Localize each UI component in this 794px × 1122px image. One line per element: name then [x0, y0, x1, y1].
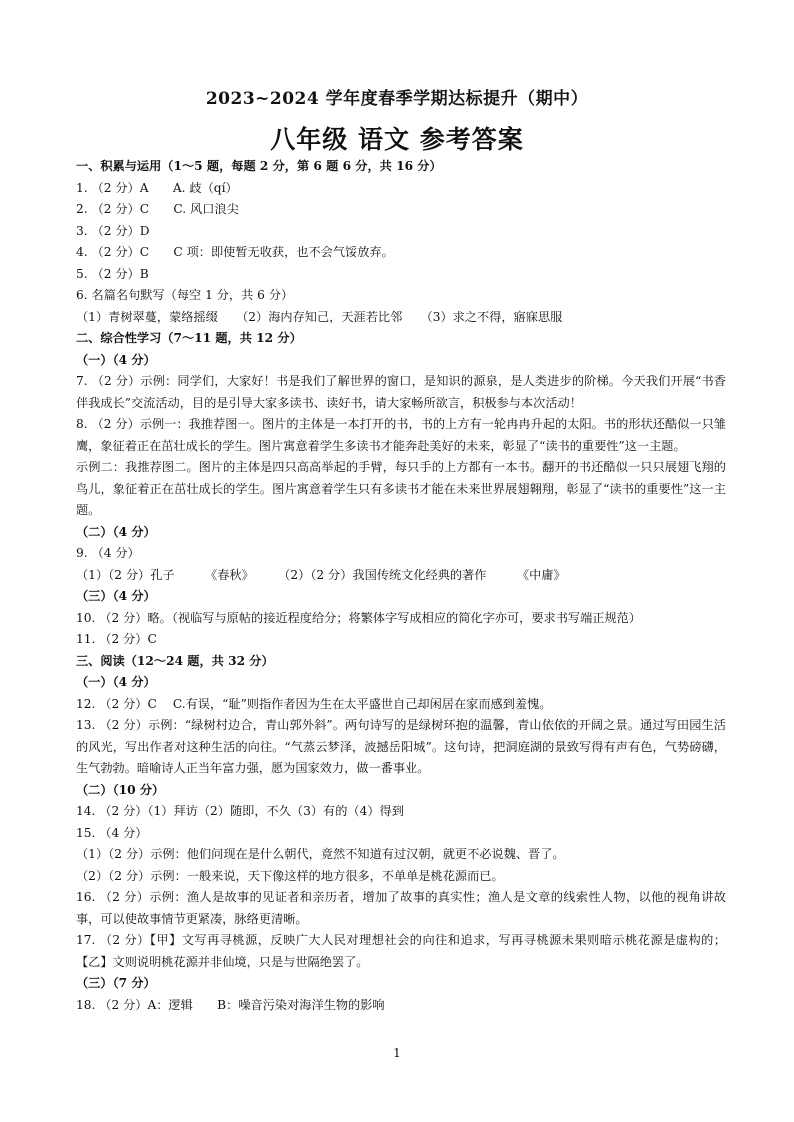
answer-line: 18. （2 分）A：逻辑 B：噪音污染对海洋生物的影响 — [76, 997, 385, 1012]
answer-paragraph: 16. （2 分）示例：渔人是故事的见证者和亲历者，增加了故事的真实性；渔人是文章的线索性人物，以他的视角讲故事，可以使故事情节更紧凑，脉络更清晰。 — [76, 890, 726, 926]
answer-line: （1）（2 分）示例：他们问现在是什么朝代，竟然不知道有过汉朝，就更不必说魏、晋了。 — [76, 847, 565, 861]
answer-line: （1）青树翠蔓，蒙络摇缀 （2）海内存知己，天涯若比邻 （3）求之不得，寤寐思服 — [76, 309, 563, 324]
subsection-heading: （一）（4 分） — [76, 352, 156, 367]
section-heading: 二、综合性学习（7～11 题，共 12 分） — [76, 331, 302, 345]
exam-title: 2023~2024 学年度春季学期达标提升（期中） — [205, 89, 589, 109]
subsection-heading: （二）（10 分） — [76, 782, 165, 797]
page-number: 1 — [393, 1046, 401, 1060]
answer-paragraph: 示例二：我推荐图二。图片的主体是四只高高举起的手臂，每只手的上方都有一本书。翻开的书还酷似一只只展翅飞翔的鸟儿，象征着正在茁壮成长的学生。图片寓意着学生只有多读书才能在未来世界展翅翱翔，彰显了“读书的重要性”这一主题。 — [76, 460, 726, 517]
answer-line: 10. （2 分）略。（视临写与原帖的接近程度给分；将繁体字写成相应的简化字亦可，要求书写端正规范） — [76, 610, 642, 625]
answer-line: 11. （2 分）C — [76, 632, 157, 646]
answer-line: （2）（2 分）示例：一般来说，天下像这样的地方很多，不单单是桃花源而已。 — [76, 868, 504, 883]
subsection-heading: （一）（4 分） — [76, 675, 156, 689]
answer-line: （1）（2 分）孔子 《春秋》 （2）（2 分）我国传统文化经典的著作 《中庸》 — [76, 567, 566, 582]
answer-line: 3. （2 分）D — [76, 223, 150, 238]
answer-line: 5. （2 分）B — [76, 266, 149, 281]
subsection-heading: （三）（7 分） — [76, 976, 156, 990]
answer-content — [76, 156, 726, 1016]
answer-line: 1. （2 分）A A. 歧（qí） — [76, 180, 238, 195]
answer-paragraph: 13. （2 分）示例：“绿树村边合，青山郭外斜”。两句诗写的是绿树环抱的温馨，青山依依的开阔之景。通过写田园生活的风光，写出作者对这种生活的向往。“气蒸云梦泽，波撼岳阳城”。这句诗，把洞庭湖的景致写得有声有色，气势磅礴，生气勃勃。暗喻诗人正当年富力强，愿为国家效力，做一番事业。 — [76, 718, 726, 775]
answer-paragraph: 8. （2 分）示例一：我推荐图一。图片的主体是一本打开的书，书的上方有一轮冉冉升起的太阳。书的形状还酷似一只雏鹰，象征着正在茁壮成长的学生。图片寓意着学生多读书才能奔赴美好的未来，彰显了“读书的重要性”这一主题。 — [76, 417, 726, 453]
answer-paragraph: 7. （2 分）示例：同学们，大家好！书是我们了解世界的窗口，是知识的源泉，是人类进步的阶梯。今天我们开展“书香伴我成长”交流活动，目的是引导大家多读书、读好书，请大家畅所欲言，积极参与本次活动！ — [76, 374, 726, 410]
answer-line: 4. （2 分）C C 项：即使暂无收获，也不会气馁放弃。 — [76, 245, 394, 259]
answer-line: 15. （4 分） — [76, 825, 148, 840]
subsection-heading: （三）（4 分） — [76, 589, 156, 603]
answer-line: 9. （4 分） — [76, 546, 140, 560]
section-heading: 三、阅读（12～24 题，共 32 分） — [76, 653, 274, 668]
subsection-heading: （二）（4 分） — [76, 524, 156, 539]
answer-paragraph: 17. （2 分）【甲】文写再寻桃源，反映广大人民对理想社会的向往和追求，写再寻桃源未果则暗示桃花源是虚构的；【乙】文则说明桃花源并非仙境，只是与世隔绝罢了。 — [76, 933, 726, 969]
answer-line: 14. （2 分）（1）拜访（2）随即，不久（3）有的（4）得到 — [76, 804, 404, 818]
answer-key-title: 八年级 语文 参考答案 — [270, 125, 524, 154]
answer-line: 12. （2 分）C C.有误，“耻”则指作者因为生在太平盛世自己却闲居在家而感到羞愧。 — [76, 696, 552, 711]
answer-line: 2. （2 分）C C. 风口浪尖 — [76, 202, 239, 216]
section-heading: 一、积累与运用（1～5 题，每题 2 分，第 6 题 6 分，共 16 分） — [76, 159, 442, 173]
answer-line: 6. 名篇名句默写（每空 1 分，共 6 分） — [76, 288, 294, 302]
